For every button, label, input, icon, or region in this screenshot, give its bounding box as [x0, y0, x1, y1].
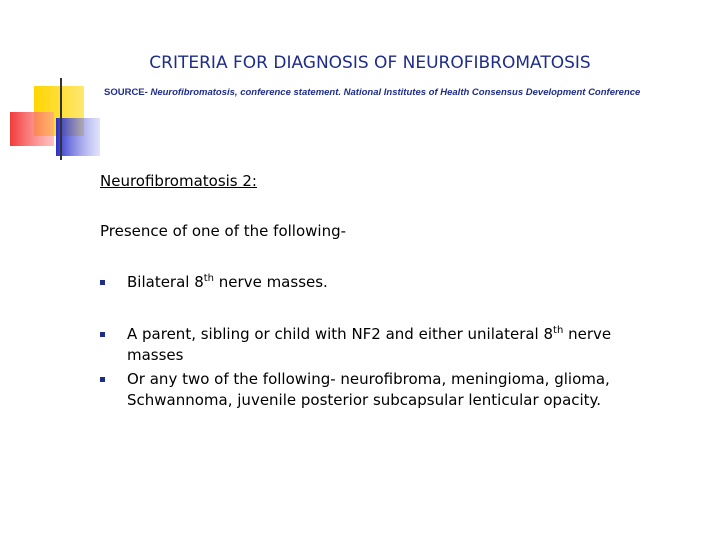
deco-red-square	[10, 112, 54, 146]
list-item	[100, 272, 660, 293]
intro-text: Presence of one of the following-	[100, 222, 347, 240]
list-item-superscript: th	[203, 273, 215, 284]
source-label: SOURCE-	[104, 87, 148, 98]
list-item-text-post: nerve masses.	[214, 273, 328, 291]
square-bullet-icon	[100, 332, 105, 337]
slide-title: CRITERIA FOR DIAGNOSIS OF NEUROFIBROMATOSIS	[149, 53, 591, 73]
list-item-text-pre: A parent, sibling or child with NF2 and either unilateral 8	[127, 325, 554, 343]
criteria-list	[100, 272, 660, 411]
list-item	[100, 324, 660, 366]
deco-blue-square	[56, 118, 100, 156]
list-item-text-pre: Bilateral 8	[127, 273, 204, 291]
slide-body	[100, 171, 660, 411]
section-heading: Neurofibromatosis 2:	[100, 172, 257, 190]
square-bullet-icon	[100, 280, 105, 285]
list-item-superscript: th	[553, 325, 564, 336]
list-item	[100, 369, 660, 411]
list-item-text-post: nerve masses	[127, 325, 612, 364]
source-citation	[98, 86, 658, 100]
source-text: Neurofibromatosis, conference statement. National Institutes of Health Consensus Development Conference	[150, 87, 641, 98]
list-item-text-pre: Or any two of the following- neurofibroma, meningioma, glioma, Schwannoma, juvenile posterior subcapsular lenticular opacity.	[127, 370, 610, 409]
square-bullet-icon	[100, 377, 105, 382]
